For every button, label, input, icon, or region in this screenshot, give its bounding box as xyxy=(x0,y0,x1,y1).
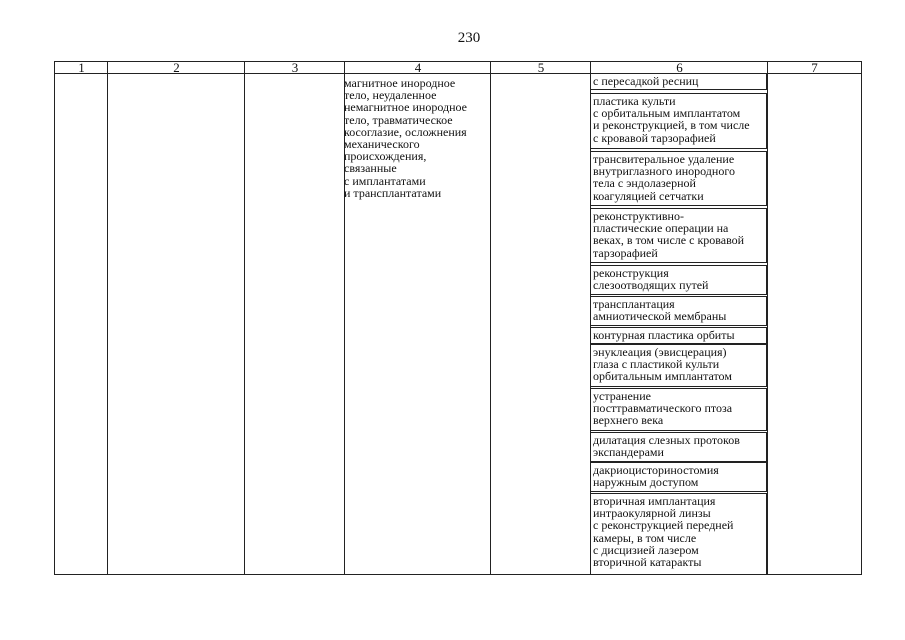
column-header-2: 2 xyxy=(173,60,180,75)
treatment-cell: дакриоцисториностомия наружным доступом xyxy=(590,462,767,492)
treatment-methods-column xyxy=(590,73,767,575)
column-divider-6 xyxy=(767,61,768,575)
column-header-5: 5 xyxy=(537,60,545,75)
treatment-cell: трансплантация амниотической мембраны xyxy=(590,296,767,326)
treatment-cell: дилатация слезных протоков экспандерами xyxy=(590,432,767,462)
column-divider-1 xyxy=(107,61,108,575)
treatment-cell: реконструктивно- пластические операции на веках, в том числе с кровавой тарзорафией xyxy=(590,208,767,263)
column-header-3: 3 xyxy=(291,60,299,75)
treatment-cell: реконструкция слезоотводящих путей xyxy=(590,265,767,295)
treatment-cell: с пересадкой ресниц xyxy=(590,73,767,90)
column-header-7: 7 xyxy=(811,60,818,75)
page-number: 230 xyxy=(457,30,481,46)
treatment-cell: устранение посттравматического птоза верхнего века xyxy=(590,388,767,431)
treatment-cell: трансвитеральное удаление внутриглазного инородного тела с эндолазерной коагуляцией сетчатки xyxy=(590,151,767,206)
column-divider-2 xyxy=(244,61,245,575)
column-header-6: 6 xyxy=(676,60,683,75)
column-header-4: 4 xyxy=(414,60,422,75)
diagnosis-text: магнитное инородное тело, неудаленное немагнитное инородное тело, травматическое косоглазие, осложнения механического происхождения, связанные с имплантатами и трансплантатами xyxy=(344,76,467,200)
treatment-cell: вторичная имплантация интраокулярной линзы с реконструкцией передней камеры, в том числе с дисцизией лазером вторичной катаракты xyxy=(590,493,767,575)
column-header-1: 1 xyxy=(78,60,85,75)
data-table xyxy=(54,61,862,575)
treatment-cell: пластика культи с орбитальным имплантатом и реконструкцией, в том числе с кровавой тарзорафией xyxy=(590,93,767,149)
treatment-cell: энуклеация (эвисцерация) глаза с пластикой культи орбитальным имплантатом xyxy=(590,344,767,387)
treatment-cell: контурная пластика орбиты xyxy=(590,327,767,344)
